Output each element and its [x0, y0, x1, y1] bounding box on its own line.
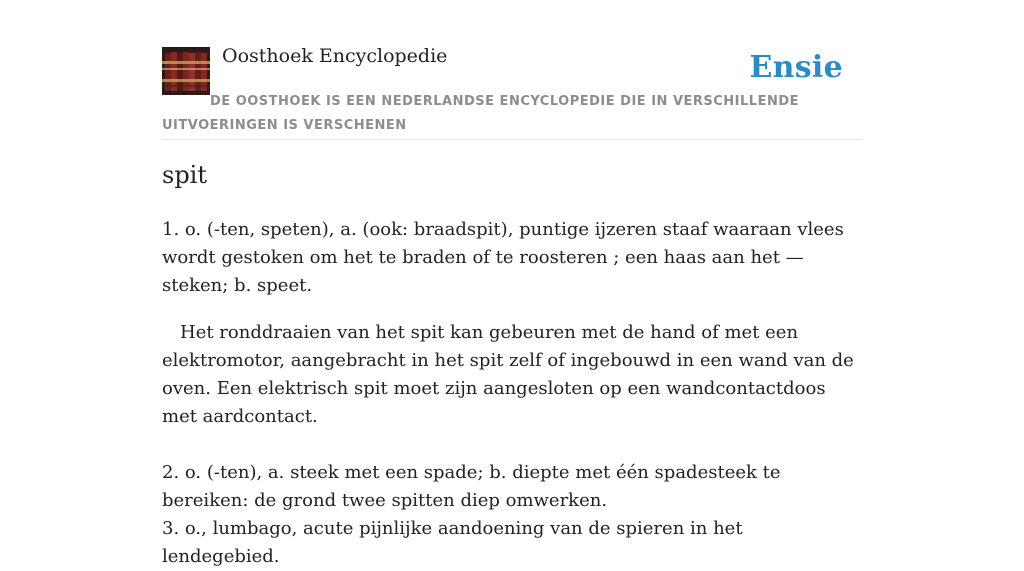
site-header	[162, 0, 862, 140]
entry-paragraph: 2. o. (-ten), a. steek met een spade; b. diepte met één spadesteek te bereiken: de grond twee spitten diep omwerken.	[162, 462, 781, 511]
brand-logo-link[interactable]: Ensie	[749, 50, 843, 85]
content-container	[162, 0, 862, 567]
entry-body	[162, 216, 862, 571]
site-name-link[interactable]: Oosthoek Encyclopedie	[222, 45, 448, 67]
entry-paragraph: Het ronddraaien van het spit kan gebeuren met de hand of met een elektromotor, aangebracht in het spit zelf of ingebouwd in een wand van de oven. Een elektrisch spit moet zijn aangesloten op een wandcontactdoos met aardcontact.	[162, 322, 854, 427]
paragraph-spacer	[162, 431, 862, 459]
entry-paragraph: 1. o. (-ten, speten), a. (ook: braadspit), puntige ijzeren staaf waaraan vlees wordt gestoken om het te braden of te roosteren ; een haas aan het — steken; b. speet.	[162, 219, 844, 296]
entry-paragraph: 3. o., lumbago, acute pijnlijke aandoening van de spieren in het lendegebied.	[162, 518, 743, 567]
entry-title: spit	[162, 161, 207, 189]
site-tagline: DE OOSTHOEK IS EEN NEDERLANDSE ENCYCLOPEDIE DIE IN VERSCHILLENDE UITVOERINGEN IS VERSCHENEN	[162, 94, 800, 133]
encyclopedia-books-icon[interactable]	[162, 47, 210, 95]
